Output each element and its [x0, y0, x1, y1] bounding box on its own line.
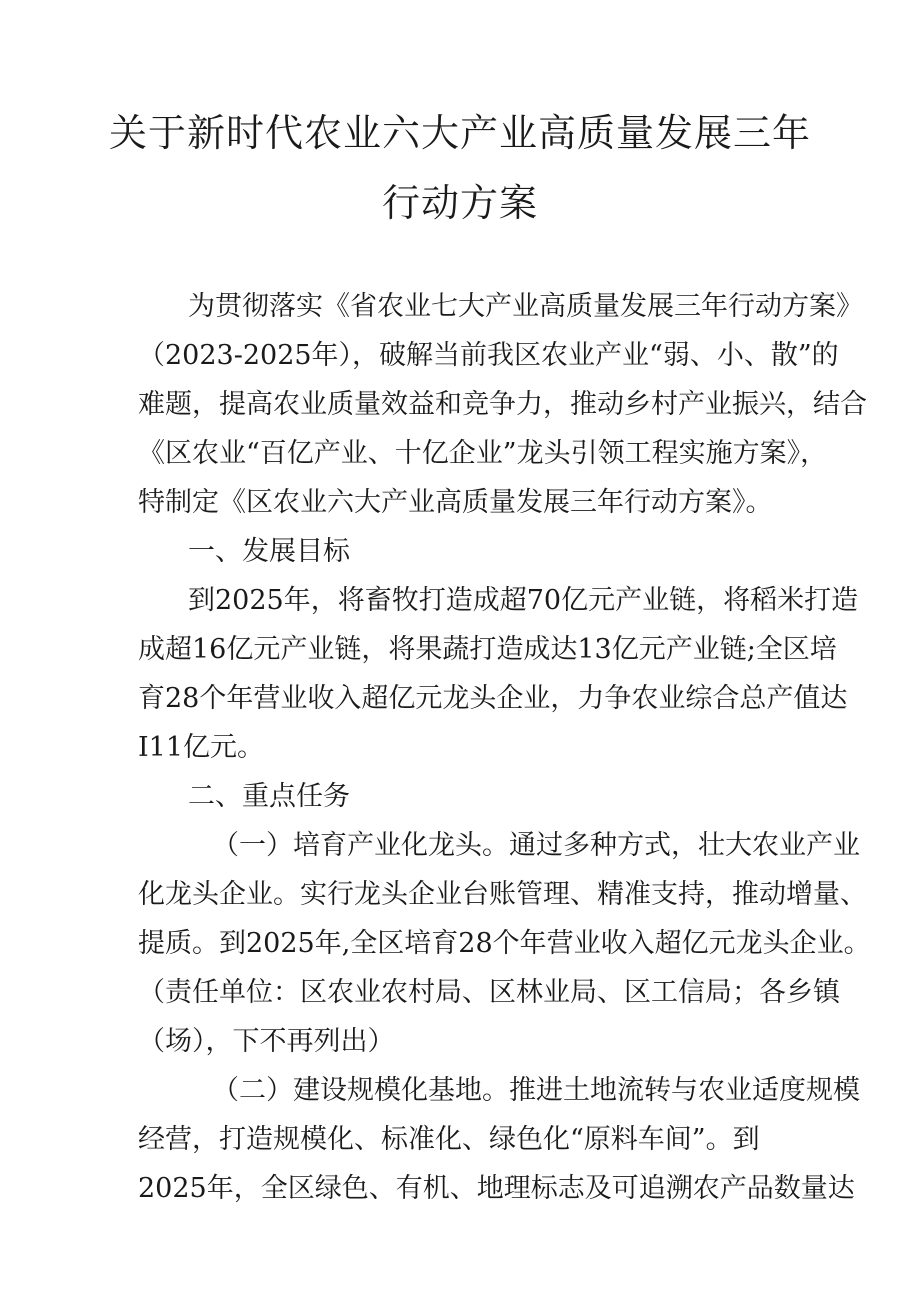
- section-heading: 一、发展目标: [188, 536, 350, 567]
- body-line: 到2025年，将畜牧打造成超70亿元产业链，将稻米打造: [188, 585, 859, 616]
- body-line: 《区农业“百亿产业、十亿企业”龙头引领工程实施方案》，: [138, 438, 828, 469]
- body-line: 2025年，全区绿色、有机、地理标志及可追溯农产品数量达: [138, 1173, 855, 1204]
- body-line: 难题，提高农业质量效益和竞争力，推动乡村产业振兴，结合: [138, 389, 867, 420]
- document-title-line-2: 行动方案: [381, 181, 538, 225]
- body-line: 育28个年营业收入超亿元龙头企业，力争农业综合总产值达: [138, 683, 848, 714]
- section-heading: 二、重点任务: [188, 781, 350, 812]
- body-line: 成超16亿元产业链，将果蔬打造成达13亿元产业链;全区培: [138, 634, 837, 665]
- body-line: 经营，打造规模化、标准化、绿色化“原料车间”。到: [138, 1124, 760, 1155]
- body-line: （二）建设规模化基地。推进土地流转与农业适度规模: [212, 1075, 860, 1106]
- body-line: （场），下不再列出）: [138, 1026, 395, 1057]
- body-line: （责任单位：区农业农村局、区林业局、区工信局；各乡镇: [138, 977, 840, 1008]
- body-line: 特制定《区农业六大产业高质量发展三年行动方案》。: [138, 487, 773, 518]
- body-line: （2023-2025年），破解当前我区农业产业“弱、小、散”的: [138, 340, 839, 371]
- body-line: 化龙头企业。实行龙头企业台账管理、精准支持，推动增量、: [138, 879, 867, 910]
- body-line: 为贯彻落实《省农业七大产业高质量发展三年行动方案》: [188, 291, 863, 322]
- body-line: （一）培育产业化龙头。通过多种方式，壮大农业产业: [212, 830, 860, 861]
- document-title-line-1: 关于新时代农业六大产业高质量发展三年: [108, 111, 811, 155]
- body-line: 提质。到2025年,全区培育28个年营业收入超亿元龙头企业。: [138, 928, 871, 959]
- body-line: I11亿元。: [138, 732, 265, 763]
